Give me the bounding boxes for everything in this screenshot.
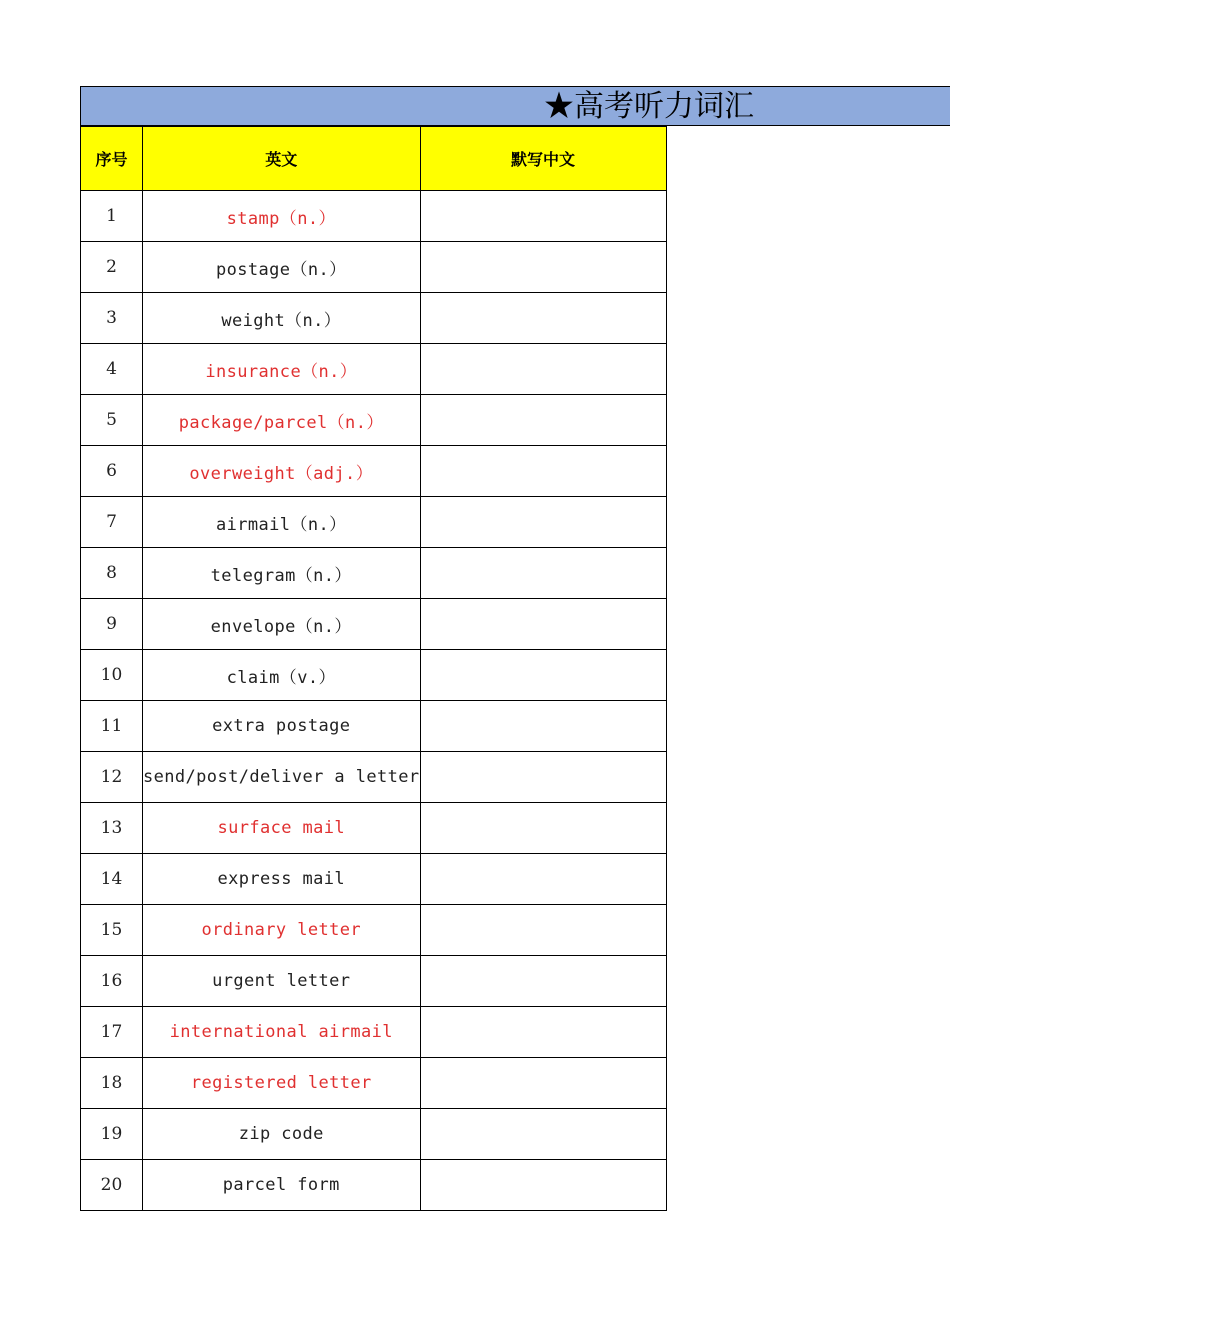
row-number: 6 [81,446,143,497]
table-row [81,344,667,395]
english-term: send/post/deliver a letter [143,752,421,803]
table-row [81,1058,667,1109]
table-row [81,701,667,752]
row-number: 3 [81,293,143,344]
dictation-cell[interactable] [420,956,666,1007]
table-row [81,752,667,803]
english-term: surface mail [143,803,421,854]
row-number: 7 [81,497,143,548]
table-row [81,956,667,1007]
english-term: extra postage [143,701,421,752]
english-term: express mail [143,854,421,905]
dictation-cell[interactable] [420,650,666,701]
table-row [81,905,667,956]
row-number: 19 [81,1109,143,1160]
english-term: claim（v.） [143,650,421,701]
title-clip [81,87,754,127]
english-term: parcel form [143,1160,421,1211]
row-number: 9 [81,599,143,650]
english-term: airmail（n.） [143,497,421,548]
table-row [81,650,667,701]
table-row [81,854,667,905]
dictation-cell[interactable] [420,1007,666,1058]
english-term: overweight（adj.） [143,446,421,497]
row-number: 10 [81,650,143,701]
page-title: ★高考听力词汇 [544,89,754,124]
table-row [81,497,667,548]
table-row [81,446,667,497]
row-number: 11 [81,701,143,752]
row-number: 20 [81,1160,143,1211]
table-row [81,803,667,854]
table-row [81,191,667,242]
english-term: insurance（n.） [143,344,421,395]
english-term: zip code [143,1109,421,1160]
dictation-cell[interactable] [420,1160,666,1211]
header-row [81,127,667,191]
row-number: 14 [81,854,143,905]
english-term: international airmail [143,1007,421,1058]
dictation-cell[interactable] [420,803,666,854]
title-bar [80,86,950,126]
header-dictation: 默写中文 [420,127,666,191]
english-term: weight（n.） [143,293,421,344]
english-term: package/parcel（n.） [143,395,421,446]
english-term: ordinary letter [143,905,421,956]
row-number: 2 [81,242,143,293]
row-number: 13 [81,803,143,854]
english-term: registered letter [143,1058,421,1109]
dictation-cell[interactable] [420,1109,666,1160]
dictation-cell[interactable] [420,599,666,650]
english-term: envelope（n.） [143,599,421,650]
header-index: 序号 [81,127,143,191]
row-number: 17 [81,1007,143,1058]
dictation-cell[interactable] [420,497,666,548]
table-row [81,1160,667,1211]
row-number: 12 [81,752,143,803]
dictation-cell[interactable] [420,548,666,599]
row-number: 18 [81,1058,143,1109]
vocab-table [80,126,667,1211]
dictation-cell[interactable] [420,905,666,956]
row-number: 4 [81,344,143,395]
row-number: 16 [81,956,143,1007]
table-row [81,599,667,650]
dictation-cell[interactable] [420,752,666,803]
dictation-cell[interactable] [420,395,666,446]
row-number: 15 [81,905,143,956]
dictation-cell[interactable] [420,1058,666,1109]
dictation-cell[interactable] [420,854,666,905]
dictation-cell[interactable] [420,701,666,752]
table-row [81,242,667,293]
dictation-cell[interactable] [420,344,666,395]
table-row [81,395,667,446]
dictation-cell[interactable] [420,446,666,497]
dictation-cell[interactable] [420,191,666,242]
header-english: 英文 [143,127,421,191]
english-term: postage（n.） [143,242,421,293]
row-number: 1 [81,191,143,242]
row-number: 8 [81,548,143,599]
dictation-cell[interactable] [420,242,666,293]
english-term: stamp（n.） [143,191,421,242]
english-term: urgent letter [143,956,421,1007]
table-row [81,293,667,344]
row-number: 5 [81,395,143,446]
english-term: telegram（n.） [143,548,421,599]
dictation-cell[interactable] [420,293,666,344]
table-row [81,1007,667,1058]
table-body [81,191,667,1211]
table-row [81,1109,667,1160]
table-row [81,548,667,599]
